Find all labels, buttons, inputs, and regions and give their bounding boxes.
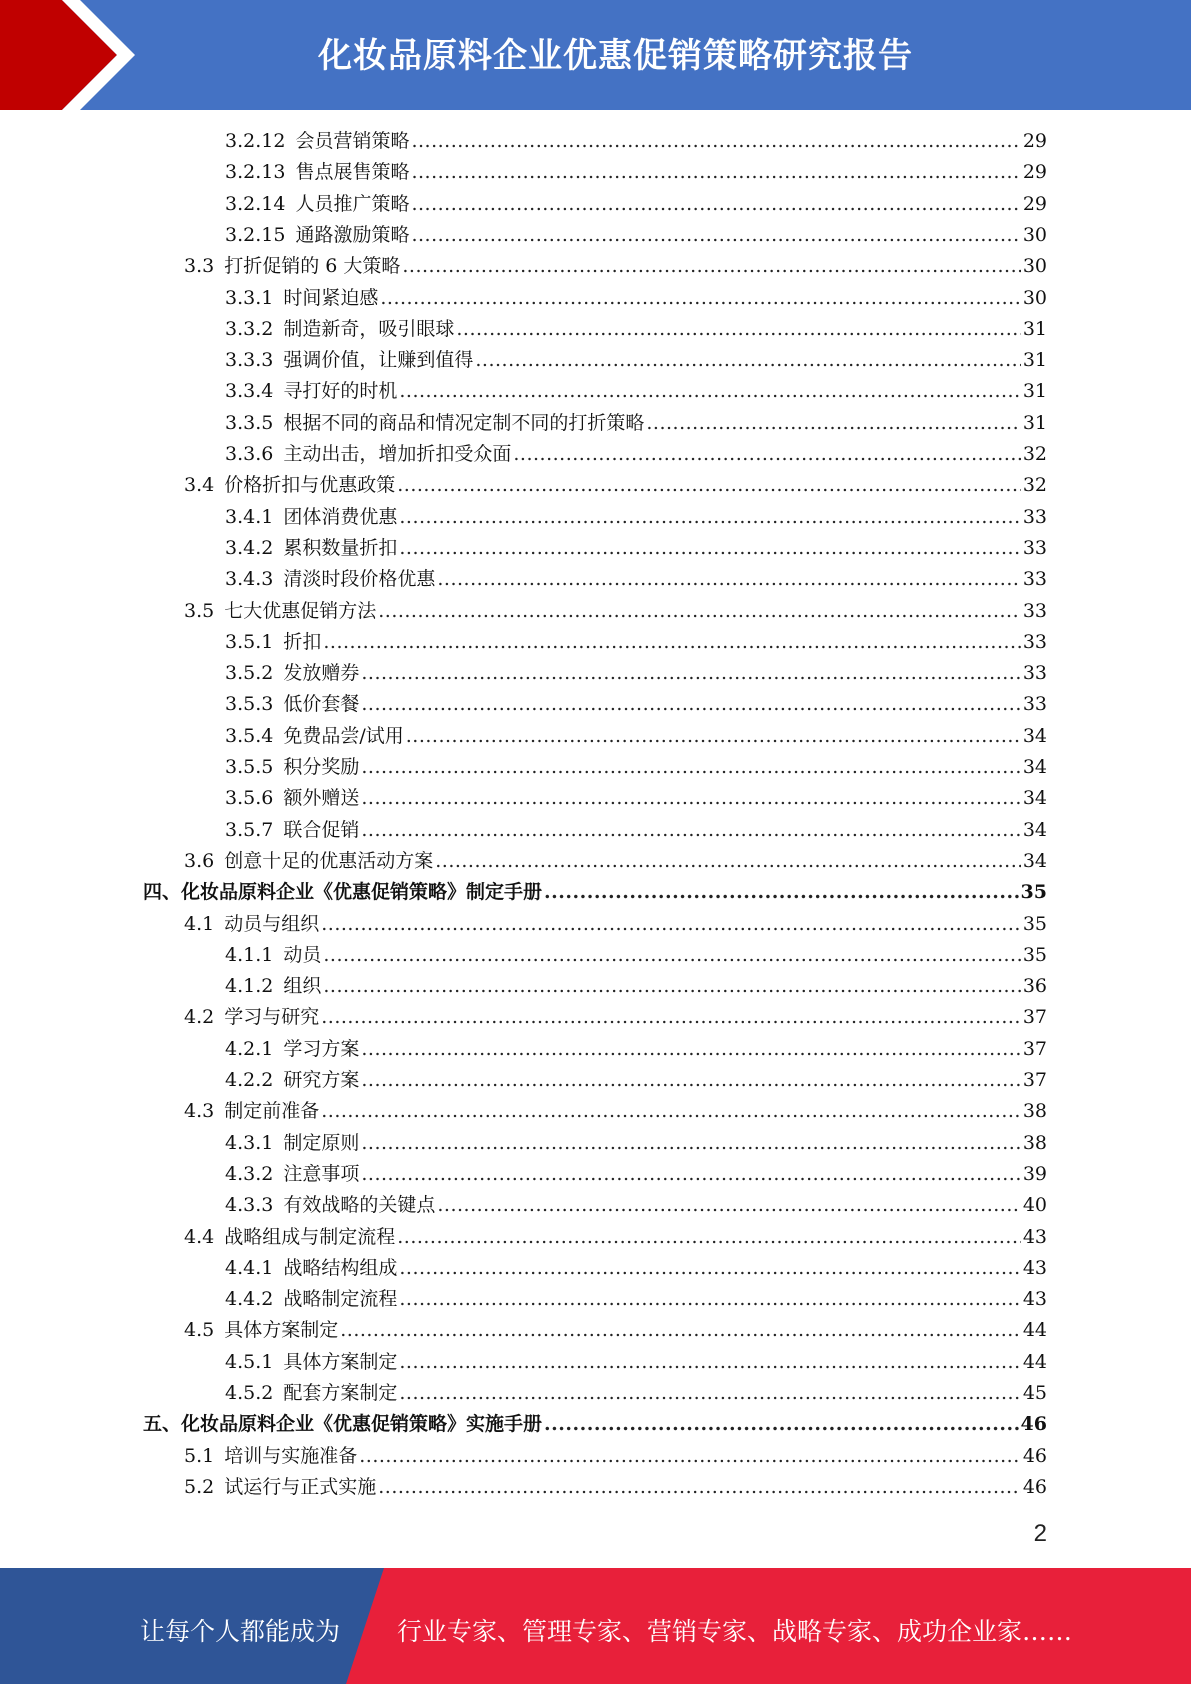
toc-entry-page: 30 [1022,255,1047,278]
toc-entry-label: 组织 [283,975,322,998]
toc-entry-label: 有效战略的关键点 [283,1194,436,1217]
toc-dot-leader [399,377,1020,405]
toc-entry-page: 43 [1022,1225,1047,1248]
toc-entry-page: 29 [1022,130,1047,152]
toc-entry-page: 35 [1022,912,1047,935]
toc-entry-number: 3.2.12 [225,130,286,152]
toc-dot-leader [399,1285,1020,1313]
toc-entry-number: 3.3.3 [225,349,274,372]
toc-entry-page: 43 [1022,1288,1047,1311]
toc-dot-leader [321,1003,1021,1031]
toc-entry-label: 折扣 [283,630,322,653]
toc-dot-leader [378,597,1021,625]
toc-entry-number: 5.2 [184,1475,215,1498]
toc-entry-label: 制定原则 [283,1131,360,1154]
toc-dot-leader [475,346,1020,374]
toc-entry-label: 创意十足的优惠活动方案 [224,849,434,872]
toc-entry-page: 30 [1022,286,1047,309]
toc-entry-page: 40 [1022,1194,1047,1217]
toc-entry-label: 具体方案制定 [224,1319,339,1342]
toc-entry-label: 根据不同的商品和情况定制不同的打折策略 [283,411,645,434]
toc-dot-leader [411,221,1020,249]
toc-entry-page: 43 [1022,1256,1047,1279]
toc-entry-number: 4.5.2 [225,1382,274,1404]
toc-entry[interactable] [225,1254,1047,1282]
toc-dot-leader [361,690,1020,718]
toc-entry-page: 46 [1020,1413,1047,1436]
toc-dot-leader [361,753,1020,781]
toc-entry[interactable] [225,659,1047,687]
toc-entry[interactable] [225,690,1047,718]
toc-dot-leader [399,503,1020,531]
toc-entry-label: 战略结构组成 [283,1256,398,1279]
toc-entry-page: 35 [1020,881,1047,904]
toc-entry-number: 4.5.1 [225,1350,274,1373]
toc-entry-label: 学习与研究 [224,1006,320,1029]
toc-entry-number: 4.3.1 [225,1131,274,1154]
toc-dot-leader [399,1254,1020,1282]
toc-entry[interactable] [184,910,1047,938]
toc-entry[interactable] [225,1035,1047,1063]
toc-entry[interactable] [225,972,1047,1000]
toc-entry-page: 37 [1022,1037,1047,1060]
toc-entry-page: 32 [1022,443,1047,465]
toc-entry-page: 29 [1022,192,1047,215]
toc-entry-number: 3.5.2 [225,662,274,685]
toc-entry-number: 3.3.5 [225,411,274,434]
toc-entry[interactable] [184,1003,1047,1031]
toc-dot-leader [544,1410,1019,1438]
toc-entry-label: 五、化妆品原料企业《优惠促销策略》实施手册 [143,1413,543,1436]
toc-entry-number: 4.2.2 [225,1069,274,1091]
toc-entry-page: 33 [1022,505,1047,528]
toc-entry[interactable] [225,753,1047,781]
toc-dot-leader [437,1191,1020,1219]
toc-entry-number: 3.4.1 [225,505,274,528]
toc-entry-label: 四、化妆品原料企业《优惠促销策略》制定手册 [143,881,543,904]
toc-entry-page: 33 [1022,568,1047,591]
toc-dot-leader [378,1473,1021,1501]
toc-entry-number: 3.2.14 [225,192,286,215]
toc-entry-page: 38 [1022,1100,1047,1123]
toc-entry[interactable] [225,1066,1047,1094]
toc-entry-label: 额外赠送 [283,787,360,810]
toc-dot-leader [411,158,1020,186]
toc-entry-page: 46 [1022,1444,1047,1467]
toc-entry-label: 低价套餐 [283,693,360,716]
toc-entry-page: 34 [1022,787,1047,810]
toc-entry[interactable] [225,346,1047,374]
toc-entry[interactable] [184,1097,1047,1125]
toc-entry[interactable] [225,409,1047,437]
toc-entry-number: 3.5.3 [225,693,274,716]
toc-entry[interactable] [225,1348,1047,1376]
toc-entry-label: 动员 [283,943,322,966]
toc-entry-number: 3.5 [184,599,215,622]
toc-dot-leader [361,659,1020,687]
toc-dot-leader [321,910,1021,938]
toc-dot-leader [321,1097,1021,1125]
toc-entry-page: 44 [1022,1350,1047,1373]
toc-dot-leader [411,127,1020,155]
toc-entry-number: 4.3.3 [225,1194,274,1217]
toc-entry-page: 33 [1022,536,1047,559]
toc-entry[interactable] [184,847,1047,875]
toc-entry-number: 3.5.7 [225,818,274,841]
toc-entry-page: 44 [1022,1319,1047,1342]
toc-entry-label: 寻打好的时机 [283,380,398,403]
toc-entry[interactable] [225,1129,1047,1157]
toc-entry-label: 动员与组织 [224,912,320,935]
toc-entry[interactable] [225,190,1047,218]
toc-dot-leader [323,972,1020,1000]
toc-dot-leader [397,471,1021,499]
toc-entry-number: 5.1 [184,1444,215,1467]
footer-slogan-left: 让每个人都能成为 [140,1617,341,1646]
toc-dot-leader [361,784,1020,812]
toc-entry-label: 价格折扣与优惠政策 [224,474,396,497]
toc-entry-number: 3.3.4 [225,380,274,403]
toc-entry-number: 4.2.1 [225,1037,274,1060]
toc-entry[interactable] [184,597,1047,625]
toc-entry-page: 30 [1022,223,1047,246]
toc-entry[interactable] [225,722,1047,750]
toc-entry-label: 强调价值，让赚到值得 [283,349,474,372]
toc-entry-page: 34 [1022,849,1047,872]
toc-dot-leader [380,284,1020,312]
toc-entry-number: 3.4.3 [225,568,274,591]
footer-slogan-right: 行业专家、管理专家、营销专家、战略专家、成功企业家…… [397,1617,1073,1646]
toc-entry[interactable] [184,252,1047,280]
toc-entry-page: 29 [1022,161,1047,184]
toc-entry[interactable] [225,816,1047,844]
toc-entry-number: 3.2.15 [225,223,286,246]
toc-entry-page: 36 [1022,975,1047,998]
toc-entry-number: 4.1.1 [225,943,274,966]
toc-entry[interactable] [184,1442,1047,1470]
toc-entry[interactable] [225,1379,1047,1407]
toc-entry-number: 4.4.1 [225,1256,274,1279]
toc-entry-label: 团体消费优惠 [283,505,398,528]
toc-entry[interactable] [225,440,1047,468]
toc-dot-leader [399,534,1020,562]
page-header [0,0,1191,110]
toc-entry-page: 31 [1022,317,1047,340]
toc-entry[interactable] [225,158,1047,186]
toc-entry-number: 3.4.2 [225,536,274,559]
toc-entry-number: 4.1 [184,912,215,935]
toc-entry-number: 3.4 [184,474,215,497]
toc-entry[interactable] [225,628,1047,656]
toc-entry-page: 34 [1022,818,1047,841]
toc-entry[interactable] [184,471,1047,499]
toc-entry-page: 33 [1022,630,1047,653]
toc-dot-leader [406,722,1021,750]
toc-entry-page: 34 [1022,724,1047,747]
toc-entry-number: 3.5.4 [225,724,274,747]
toc-entry-label: 会员营销策略 [295,130,410,152]
toc-dot-leader [513,440,1020,468]
toc-dot-leader [544,878,1019,906]
toc-dot-leader [399,1348,1020,1376]
toc-entry[interactable] [225,941,1047,969]
toc-entry-label: 时间紧迫感 [283,286,379,309]
toc-entry-page: 33 [1022,662,1047,685]
toc-dot-leader [340,1316,1021,1344]
toc-entry-page: 31 [1022,380,1047,403]
toc-dot-leader [359,1442,1021,1470]
toc-entry-label: 售点展售策略 [295,161,410,184]
toc-entry-number: 3.6 [184,849,215,872]
toc-entry[interactable] [143,878,1047,906]
toc-entry-number: 4.4 [184,1225,215,1248]
toc-entry[interactable] [225,503,1047,531]
toc-entry[interactable] [225,221,1047,249]
toc-dot-leader [411,190,1020,218]
toc-entry[interactable] [184,1473,1047,1501]
toc-entry-label: 试运行与正式实施 [224,1475,377,1498]
toc-entry-page: 31 [1022,349,1047,372]
toc-entry-label: 注意事项 [283,1162,360,1185]
toc-entry[interactable] [225,1191,1047,1219]
toc-entry-label: 打折促销的 6 大策略 [224,255,401,278]
toc-entry-label: 制定前准备 [224,1100,320,1123]
toc-entry-number: 4.3 [184,1100,215,1123]
toc-entry-label: 具体方案制定 [283,1350,398,1373]
toc-entry-label: 战略制定流程 [283,1288,398,1311]
toc-entry[interactable] [225,127,1047,155]
toc-entry-page: 33 [1022,693,1047,716]
toc-entry-page: 37 [1022,1006,1047,1029]
toc-entry[interactable] [184,1223,1047,1251]
toc-entry-page: 33 [1022,599,1047,622]
toc-entry[interactable] [225,315,1047,343]
toc-entry-number: 3.3.2 [225,317,274,340]
toc-entry-label: 发放赠券 [283,662,360,685]
toc-entry-number: 4.1.2 [225,975,274,998]
toc-entry-number: 3.3.1 [225,286,274,309]
toc-entry-number: 4.4.2 [225,1288,274,1311]
toc-entry-label: 培训与实施准备 [224,1444,358,1467]
toc-entry-number: 3.5.5 [225,756,274,778]
toc-entry-page: 37 [1022,1069,1047,1091]
toc-dot-leader [361,1160,1020,1188]
toc-entry-number: 3.5.1 [225,630,274,653]
toc-entry-page: 39 [1022,1162,1047,1185]
toc-entry[interactable] [225,1160,1047,1188]
toc-entry-page: 46 [1022,1475,1047,1498]
page-footer [0,1568,1191,1684]
toc-entry[interactable] [225,784,1047,812]
toc-entry-label: 免费品尝/试用 [283,724,404,747]
toc-entry-number: 3.2.13 [225,161,286,184]
toc-dot-leader [323,628,1020,656]
page-number: 2 [1033,1520,1047,1547]
toc-entry-number: 4.2 [184,1006,215,1029]
toc-entry-number: 3.5.6 [225,787,274,810]
toc-entry-number: 4.5 [184,1319,215,1342]
toc-entry-page: 38 [1022,1131,1047,1154]
toc-entry-label: 配套方案制定 [283,1382,398,1404]
toc-dot-leader [437,565,1020,593]
toc-entry[interactable] [225,1285,1047,1313]
toc-entry-number: 3.3 [184,255,215,278]
toc-entry-label: 战略组成与制定流程 [224,1225,396,1248]
toc-dot-leader [456,315,1020,343]
toc-entry-label: 学习方案 [283,1037,360,1060]
toc-entry-label: 七大优惠促销方法 [224,599,377,622]
toc-entry[interactable] [225,565,1047,593]
toc-entry-label: 主动出击，增加折扣受众面 [283,443,512,465]
toc-dot-leader [361,816,1020,844]
toc-entry-page: 31 [1022,411,1047,434]
toc-dot-leader [399,1379,1020,1407]
toc-entry-label: 联合促销 [283,818,360,841]
toc-entry-label: 研究方案 [283,1069,360,1091]
toc-entry-number: 3.3.6 [225,443,274,465]
toc-entry-number: 4.3.2 [225,1162,274,1185]
toc-entry-label: 人员推广策略 [295,192,410,215]
toc-entry-label: 制造新奇，吸引眼球 [283,317,455,340]
toc-entry-label: 通路激励策略 [295,223,410,246]
toc-entry[interactable] [225,284,1047,312]
toc-dot-leader [397,1223,1021,1251]
toc-dot-leader [323,941,1020,969]
toc-entry[interactable] [184,1316,1047,1344]
toc-dot-leader [361,1066,1020,1094]
toc-entry-label: 积分奖励 [283,756,360,778]
toc-entry-page: 32 [1022,474,1047,497]
toc-dot-leader [435,847,1021,875]
toc-entry-page: 45 [1022,1382,1047,1404]
toc-entry[interactable] [225,377,1047,405]
toc-dot-leader [361,1035,1020,1063]
toc-entry-label: 累积数量折扣 [283,536,398,559]
toc-entry[interactable] [143,1410,1047,1438]
toc-dot-leader [361,1129,1020,1157]
toc-entry-page: 35 [1022,943,1047,966]
toc-dot-leader [402,252,1020,280]
toc-dot-leader [646,409,1020,437]
toc-entry-label: 清淡时段价格优惠 [283,568,436,591]
toc-entry[interactable] [225,534,1047,562]
report-title: 化妆品原料企业优惠促销策略研究报告 [318,36,913,76]
toc-entry-page: 34 [1022,756,1047,778]
